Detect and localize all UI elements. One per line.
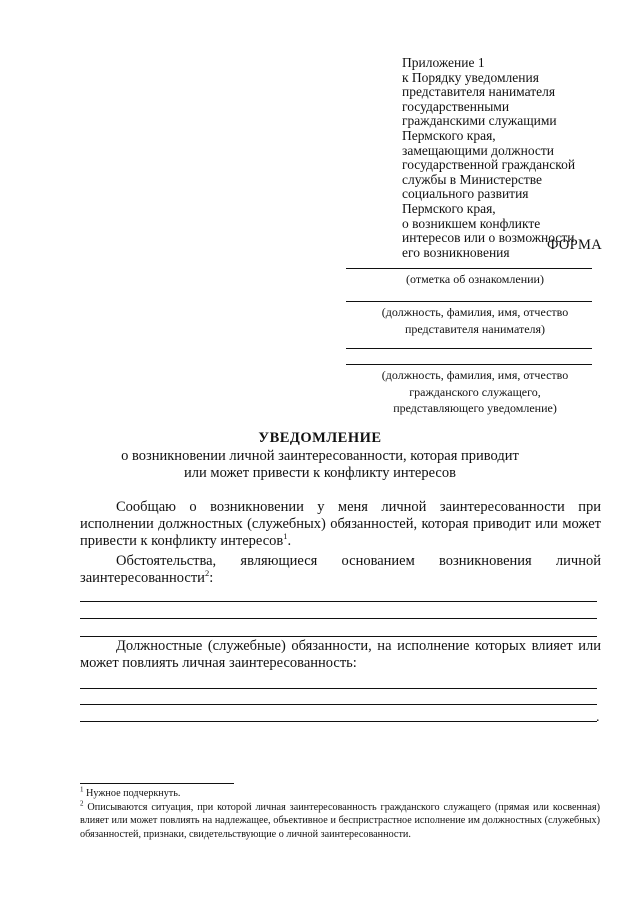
footnote-separator xyxy=(80,783,234,784)
duties-line-2 xyxy=(80,704,597,705)
paragraph-circumstances-text: Обстоятельства, являющиеся основанием возникновения личной заинтересованности xyxy=(80,553,601,587)
paragraph-circumstances xyxy=(80,553,601,587)
duties-line-1 xyxy=(80,688,597,689)
employee-caption: (должность, фамилия, имя, отчество гражданского служащего, представляющего уведомление) xyxy=(381,368,569,416)
footnote-1-marker: 1 xyxy=(80,785,84,794)
duties-end-mark: . xyxy=(596,710,600,725)
footnote-1 xyxy=(80,787,600,800)
acknowledgement-caption: (отметка об ознакомлении) xyxy=(406,272,544,286)
footnote-2 xyxy=(80,801,600,841)
paragraph-circumstances-end: : xyxy=(209,570,214,587)
duties-line-3 xyxy=(80,721,597,722)
footnote-ref-1: 1 xyxy=(283,531,288,542)
paragraph-notification-end: . xyxy=(287,533,292,550)
employer-caption: (должность, фамилия, имя, отчество представителя нанимателя) xyxy=(381,305,569,336)
form-label: ФОРМА xyxy=(546,237,602,253)
footnote-2-text: Описываются ситуация, при которой личная заинтересованность гражданского служащего (прямая или косвенная) влияет или может повлиять на надлежащее, объективное и беспристрастное исполнение им должностных (служебных) обязанностей, признаки, свидетельствующие о личной заинтересованности. xyxy=(80,802,600,840)
employee-line-2 xyxy=(346,364,592,365)
circumstances-line-2 xyxy=(80,618,597,619)
circumstances-line-3 xyxy=(80,636,597,637)
acknowledgement-line xyxy=(346,268,592,269)
footnote-2-marker: 2 xyxy=(80,799,84,808)
employer-line xyxy=(346,301,592,302)
document-subtitle: о возникновении личной заинтересованности, которая приводит или может привести к конфликту интересов xyxy=(121,448,519,481)
paragraph-duties xyxy=(80,638,601,672)
employee-line-1 xyxy=(346,348,592,349)
footnote-1-text: Нужное подчеркнуть. xyxy=(86,788,181,799)
footnote-ref-2: 2 xyxy=(204,568,210,579)
paragraph-notification-text: Сообщаю о возникновении у меня личной заинтересованности при исполнении должностных (служебных) обязанностей, которая приводит или может привести к конфликту интересов xyxy=(80,499,601,550)
appendix-header: Приложение 1 к Порядку уведомления представителя нанимателя государственными гражданскими служащими Пермского края, замещающими должности государственной гражданской службы в Министерстве социального развития Пермского края, о возникшем конфликте интересов или о возможности его возникновения xyxy=(402,55,576,260)
paragraph-notification xyxy=(80,499,601,551)
document-title: УВЕДОМЛЕНИЕ xyxy=(258,430,382,446)
paragraph-duties-text: Должностные (служебные) обязанности, на исполнение которых влияет или может повлиять личная заинтересованность: xyxy=(80,638,601,672)
circumstances-line-1 xyxy=(80,601,597,602)
